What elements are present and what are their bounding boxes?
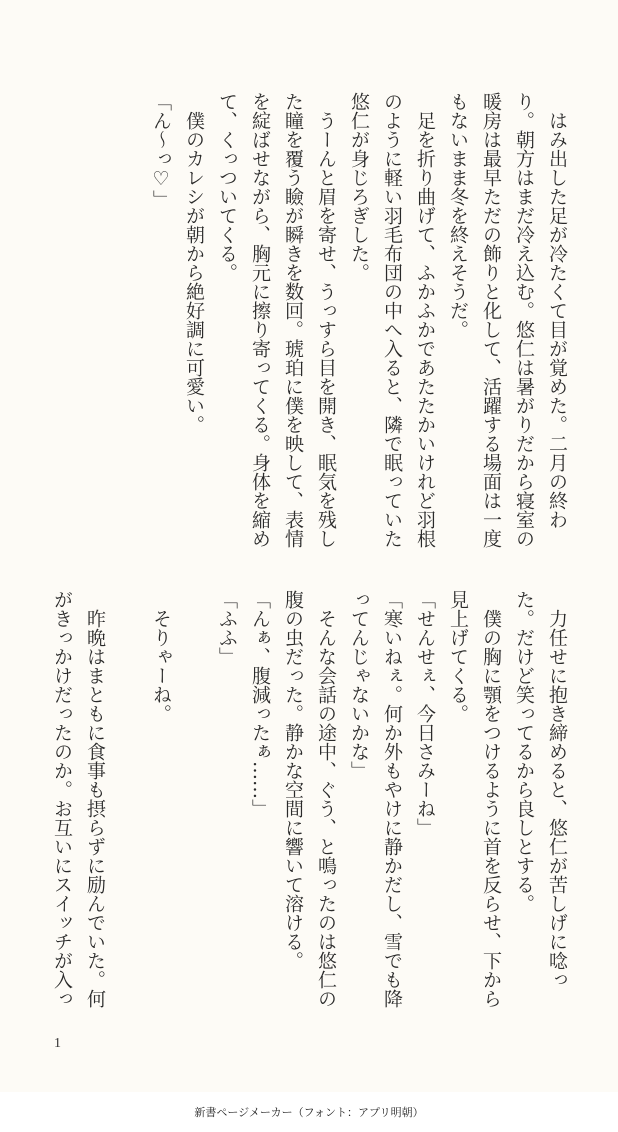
paragraph <box>111 590 144 1010</box>
paragraph: 足を折り曲げて、ふかふかであたたかいけれど羽根のように軽い羽毛布団の中へ入ると、隣で眠っていた悠仁が身じろぎした。 <box>348 92 436 548</box>
paragraph: 「ん～っ♡」 <box>150 92 172 209</box>
paragraph <box>177 590 210 1010</box>
paragraph: 昨晩はまともに食事も摂らずに励んでいた。何がきっかけだったのか。お互いにスイッチが入っ <box>51 590 106 1008</box>
paragraph: うーんと眉を寄せ、うっすら目を開き、眠気を残した瞳を覆う瞼が瞬きを数回。琥珀に僕を映して、表情を綻ばせながら、胸元に擦り寄ってくる。身体を縮めて、くっついてくる。 <box>216 92 337 548</box>
text-block-top <box>43 92 573 552</box>
paragraph: 僕のカレシが朝から絶好調に可愛い。 <box>183 92 205 434</box>
paragraph: そんな会話の途中、ぐう、と鳴ったのは悠仁の腹の虫だった。静かな空間に響いて溶ける。 <box>282 590 337 1008</box>
paragraph: 「ふふ」 <box>216 590 238 666</box>
paragraph: そりゃーね。 <box>150 590 172 723</box>
paragraph: 僕の胸に顎をつけるように首を反らせ、下から見上げてくる。 <box>447 590 502 1008</box>
page-number: 1 <box>54 1036 61 1051</box>
paragraph: 力任せに抱き締めると、悠仁が苦しげに唸った。だけど笑ってるから良しとする。 <box>513 590 568 989</box>
paragraph: 「寒いねぇ。何か外もやけに静かだし、雪でも降ってんじゃないかな」 <box>348 590 403 1008</box>
footer-caption: 新書ページメーカー（フォント：アプリ明朝） <box>194 1106 424 1119</box>
paragraph: 「んぁ、腹減ったぁ……」 <box>249 590 271 818</box>
text-block-bottom <box>43 590 573 1010</box>
paragraph: はみ出した足が冷たくて目が覚めた。二月の終わり。朝方はまだ冷え込む。悠仁は暑がりだから寝室の暖房は最早ただの飾りと化して、活躍する場面は一度もないまま冬を終えそうだ。 <box>447 92 568 548</box>
paragraph: 「せんせぇ、今日さみーね」 <box>414 590 436 837</box>
